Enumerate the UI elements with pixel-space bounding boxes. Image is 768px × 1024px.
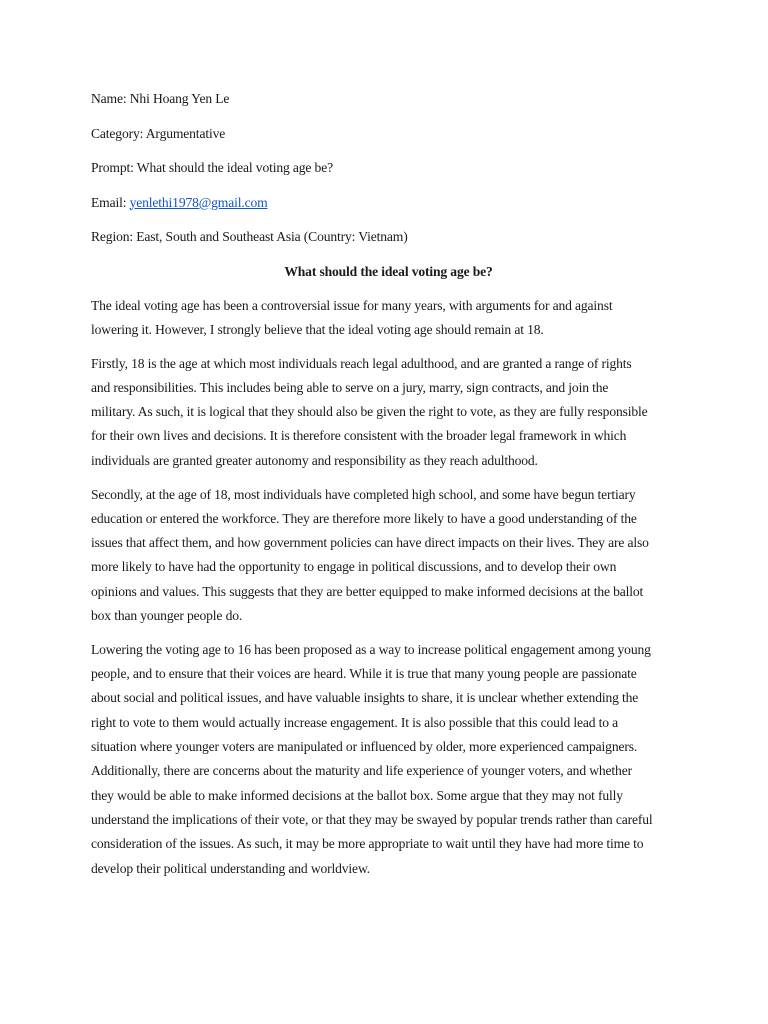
paragraph-line: education or entered the workforce. They are therefore more likely to have a good understanding of the	[91, 510, 637, 526]
paragraph-line: about social and political issues, and have valuable insights to share, it is unclear whether extending the	[91, 690, 639, 706]
category-label: Category:	[91, 125, 144, 141]
paragraph-line: more likely to have had the opportunity to engage in political discussions, and to develop their own	[91, 559, 617, 575]
email-line	[91, 194, 686, 211]
paragraph-line: consideration of the issues. As such, it may be more appropriate to wait until they have had more time to	[91, 836, 644, 852]
name-label: Name:	[91, 91, 127, 106]
document-content	[91, 90, 686, 890]
essay-title: What should the ideal voting age be?	[284, 263, 493, 279]
email-label: Email:	[91, 194, 127, 210]
paragraph-line: issues that affect them, and how government policies can have direct impacts on their lives. They are also	[91, 535, 649, 551]
region-value: East, South and Southeast Asia (Country: Vietnam)	[136, 229, 408, 244]
paragraph-1	[91, 294, 686, 343]
paragraph-line: develop their political understanding and worldview.	[91, 860, 370, 876]
paragraph-4	[91, 638, 686, 881]
region-label: Region:	[91, 229, 133, 244]
paragraph-line: Lowering the voting age to 16 has been proposed as a way to increase political engagement among young	[91, 641, 651, 657]
paragraph-line: understand the implications of their vote, or that they may be swayed by popular trends rather than careful	[91, 811, 653, 827]
name-line	[91, 90, 686, 107]
paragraph-line: lowering it. However, I strongly believe that the ideal voting age should remain at 18.	[91, 321, 544, 337]
paragraph-line: opinions and values. This suggests that they are better equipped to make informed decisions at the ballot	[91, 583, 644, 599]
paragraph-line: military. As such, it is logical that they should also be given the right to vote, as they are fully responsible	[91, 404, 648, 420]
paragraph-line: situation where younger voters are manipulated or influenced by older, more experienced campaigners.	[91, 739, 638, 755]
category-value: Argumentative	[145, 125, 226, 141]
paragraph-line: for their own lives and decisions. It is therefore consistent with the broader legal framework in which	[91, 428, 627, 444]
paragraph-line: individuals are granted greater autonomy and responsibility as they reach adulthood.	[91, 452, 538, 468]
paragraph-line: Secondly, at the age of 18, most individuals have completed high school, and some have begun tertiary	[91, 486, 636, 502]
category-line	[91, 125, 686, 142]
paragraph-line: box than younger people do.	[91, 608, 243, 624]
paragraph-line: right to vote to them would actually increase engagement. It is also possible that this could lead to a	[91, 714, 619, 730]
email-link[interactable]: yenlethi1978@gmail.com	[129, 194, 268, 210]
paragraph-line: Additionally, there are concerns about the maturity and life experience of younger voters, and whether	[91, 763, 632, 779]
paragraph-3	[91, 483, 686, 629]
prompt-label: Prompt:	[91, 160, 134, 175]
region-line	[91, 228, 686, 245]
paragraph-line: Firstly, 18 is the age at which most individuals reach legal adulthood, and are granted a range of rights	[91, 355, 632, 371]
prompt-line	[91, 159, 686, 176]
paragraph-line: they would be able to make informed decisions at the ballot box. Some argue that they may not fully	[91, 787, 623, 803]
paragraph-line: people, and to ensure that their voices are heard. While it is true that many young people are passionate	[91, 666, 637, 682]
paragraph-2	[91, 352, 686, 473]
prompt-value: What should the ideal voting age be?	[136, 160, 333, 175]
name-value: Nhi Hoang Yen Le	[129, 91, 230, 106]
paragraph-line: The ideal voting age has been a controversial issue for many years, with arguments for and against	[91, 297, 613, 313]
paragraph-line: and responsibilities. This includes being able to serve on a jury, marry, sign contracts, and join the	[91, 379, 609, 395]
